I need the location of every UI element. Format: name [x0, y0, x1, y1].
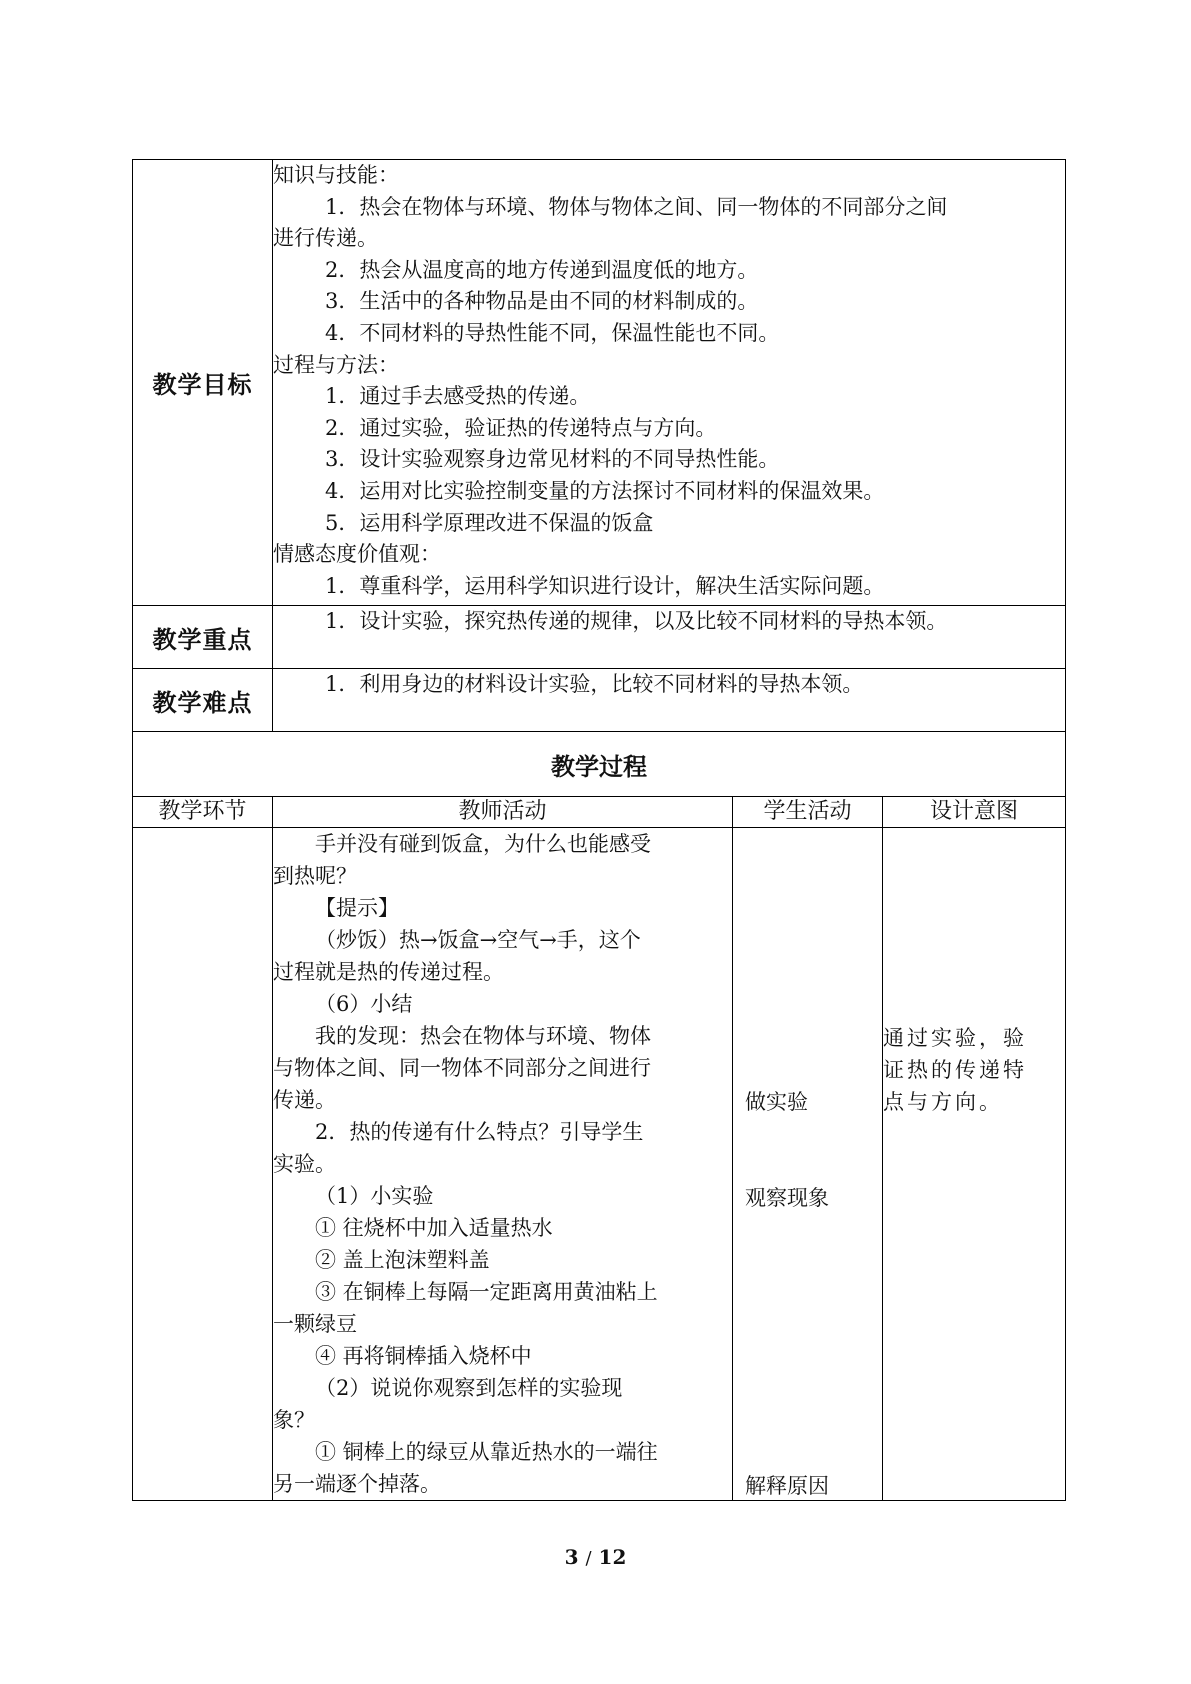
process-heading: 过程与方法： [273, 352, 399, 377]
knowledge-item: 1．热会在物体与环境、物体与物体之间、同一物体的不同部分之间 [325, 194, 948, 219]
teacher-activity-line: 到热呢？ [273, 864, 357, 888]
key-points-text: 1．设计实验，探究热传递的规律，以及比较不同材料的导热本领。 [325, 609, 948, 633]
teacher-activity-line: （2）说说你观察到怎样的实验现 [315, 1376, 623, 1400]
teacher-activity-line: 象？ [273, 1408, 315, 1432]
teacher-activity-cell [273, 828, 733, 1501]
header-teacher: 教师活动 [273, 797, 733, 828]
teacher-activity-line: 手并没有碰到饭盒，为什么也能感受 [315, 832, 651, 856]
process-item: 4．运用对比实验控制变量的方法探讨不同材料的保温效果。 [325, 478, 885, 503]
difficult-points-row [133, 669, 1066, 732]
teacher-activity-line: 传递。 [273, 1088, 336, 1112]
attitude-heading: 情感态度价值观： [273, 542, 441, 567]
page-current: 3 [564, 1545, 579, 1569]
student-activity-cell [733, 828, 883, 1501]
teacher-activity-line: ① 往烧杯中加入适量热水 [315, 1216, 553, 1240]
process-item: 5．运用科学原理改进不保温的饭盒 [325, 510, 654, 535]
teacher-activity-line: 【提示】 [315, 896, 399, 920]
teacher-activity-line: 与物体之间、同一物体不同部分之间进行 [273, 1056, 651, 1080]
process-header-row [133, 797, 1066, 828]
objectives-label: 教学目标 [152, 370, 253, 399]
design-intent-line: 通过实验，验 [883, 1026, 1027, 1050]
key-points-row [133, 606, 1066, 669]
difficult-points-content [273, 669, 1066, 732]
difficult-points-text: 1．利用身边的材料设计实验，比较不同材料的导热本领。 [325, 672, 864, 696]
teacher-activity-line: ④ 再将铜棒插入烧杯中 [315, 1344, 532, 1368]
design-intent-cell [883, 828, 1066, 1501]
stage-cell [133, 828, 273, 1501]
process-title: 教学过程 [551, 751, 648, 781]
header-intent: 设计意图 [883, 797, 1066, 828]
lesson-plan-table [132, 159, 1066, 1501]
teacher-activity-line: 一颗绿豆 [273, 1312, 357, 1336]
design-intent-line: 证热的传递特 [883, 1058, 1027, 1082]
teacher-activity-line: ① 铜棒上的绿豆从靠近热水的一端往 [315, 1440, 658, 1464]
teacher-activity-line: 另一端逐个掉落。 [273, 1472, 441, 1496]
teacher-activity-line: ② 盖上泡沫塑料盖 [315, 1248, 490, 1272]
student-activity-item: 做实验 [745, 1090, 808, 1114]
knowledge-item: 进行传递。 [273, 226, 378, 251]
teacher-activity-line: 2．热的传递有什么特点？引导学生 [315, 1120, 644, 1144]
difficult-points-label-cell [133, 669, 273, 732]
header-stage: 教学环节 [133, 797, 273, 828]
teacher-activity-line: ③ 在铜棒上每隔一定距离用黄油粘上 [315, 1280, 658, 1304]
objectives-row [133, 160, 1066, 606]
process-item: 3．设计实验观察身边常见材料的不同导热性能。 [325, 447, 780, 472]
header-student: 学生活动 [733, 797, 883, 828]
teacher-activity-line: 过程就是热的传递过程。 [273, 960, 504, 984]
process-body-row [133, 828, 1066, 1501]
student-activity-item: 解释原因 [745, 1474, 829, 1498]
page-separator: / [585, 1548, 592, 1569]
difficult-points-label: 教学难点 [152, 687, 253, 717]
process-item: 1．通过手去感受热的传递。 [325, 384, 591, 409]
process-title-row [133, 732, 1066, 797]
process-title-cell [133, 732, 1066, 797]
process-item: 2．通过实验，验证热的传递特点与方向。 [325, 415, 717, 440]
teacher-activity-line: 实验。 [273, 1152, 336, 1176]
teacher-activity-line: （炒饭）热→饭盒→空气→手，这个 [315, 928, 641, 952]
attitude-item: 1．尊重科学，运用科学知识进行设计，解决生活实际问题。 [325, 573, 885, 598]
objectives-label-cell [133, 160, 273, 606]
knowledge-item: 4．不同材料的导热性能不同，保温性能也不同。 [325, 320, 780, 345]
key-points-label: 教学重点 [152, 624, 253, 654]
knowledge-heading: 知识与技能： [273, 163, 399, 187]
key-points-label-cell [133, 606, 273, 669]
page-number [0, 1545, 1191, 1569]
teacher-activity-line: 我的发现：热会在物体与环境、物体 [315, 1024, 651, 1048]
objectives-content [273, 160, 1066, 606]
page-total: 12 [598, 1545, 627, 1569]
teacher-activity-line: （1）小实验 [315, 1184, 434, 1208]
design-intent-line: 点与方向。 [883, 1090, 1003, 1114]
knowledge-item: 3．生活中的各种物品是由不同的材料制成的。 [325, 289, 759, 314]
key-points-content [273, 606, 1066, 669]
student-activity-item: 观察现象 [745, 1186, 829, 1210]
knowledge-item: 2．热会从温度高的地方传递到温度低的地方。 [325, 257, 759, 282]
teacher-activity-line: （6）小结 [315, 992, 413, 1016]
